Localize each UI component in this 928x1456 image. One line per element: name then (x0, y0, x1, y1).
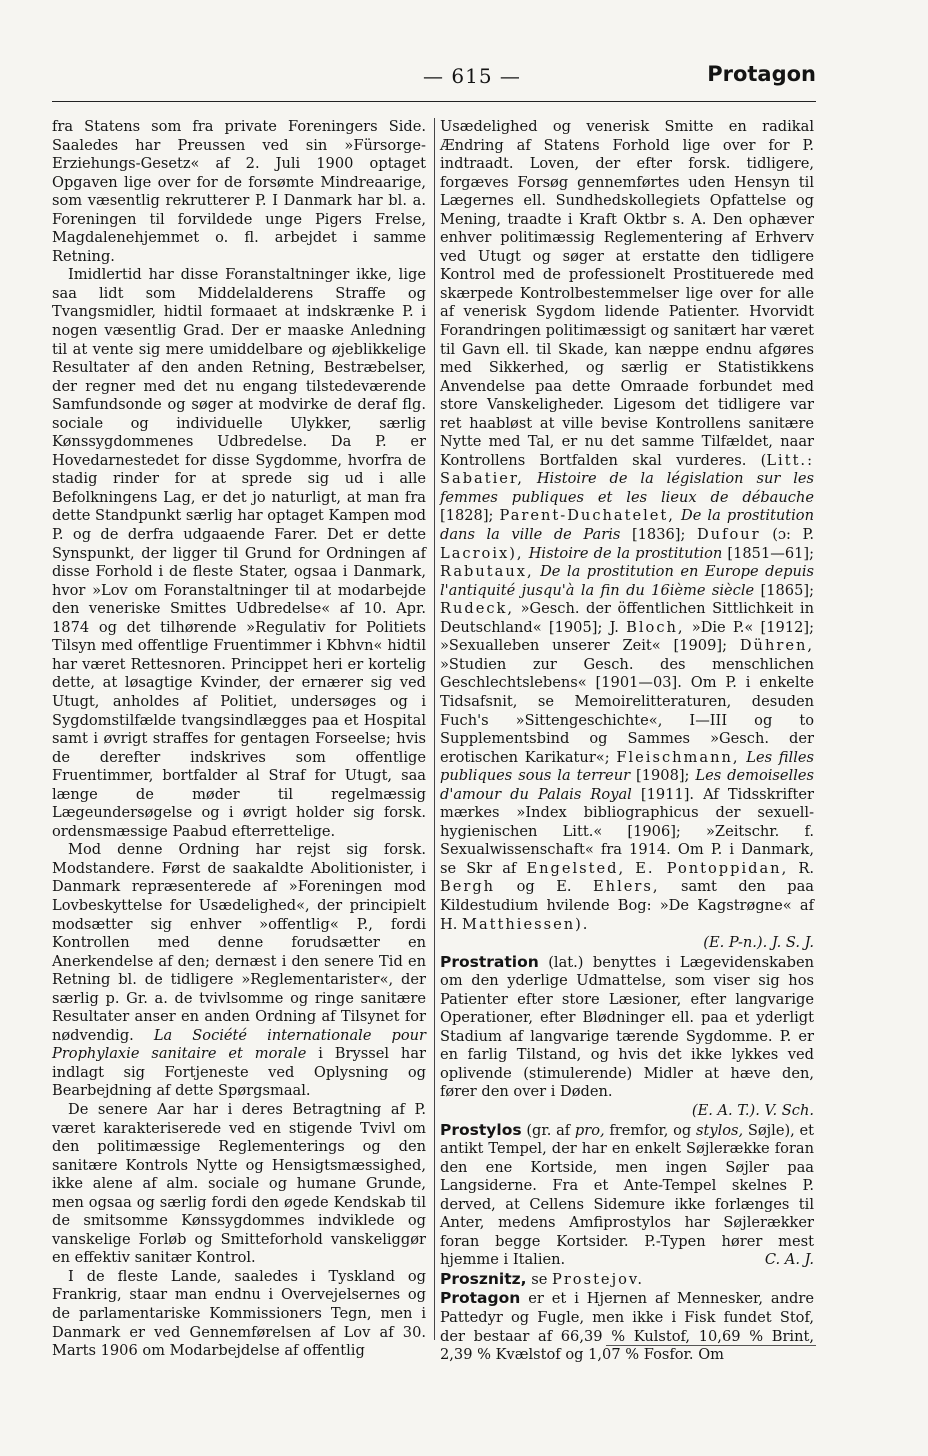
title-rabutaux: De la prostitution en Europe depuis l'antiquité jusqu'à la fin du 16ième siècle (440, 563, 814, 599)
author-bloch: Bloch, (626, 618, 685, 636)
author-matthiessen: Matthiessen). (462, 915, 590, 933)
page-number: — 615 — (423, 64, 521, 88)
ref-duhren: »Studien zur Gesch. des menschlichen Geschlechtslebens« [1901—03]. Om P. i enkelte Tidsafsnit, se Memoirelitteraturen, desuden Fuch's »Sittengeschichte«, I—III og to Supplementsbind og Sammes »Gesch. der erotischen Karikatur«; (440, 655, 814, 766)
author-rudeck: Rudeck, (440, 600, 515, 618)
prostration-text: (lat.) benyttes i Lægevidenskaben om den yderlige Udmattelse, som viser sig hos Patienter efter store Læsioner, efter langvarige Operationer, efter Blødninger ell. paa et yderligt Stadium af langvarige tærende Sygdomme. P. er en farlig Tilstand, og hvis det ikke lykkes ved oplivende (stimulerende) Midler at hæve den, fører den over i Døden. (440, 953, 814, 1101)
paragraph-4: De senere Aar har i deres Betragtning af P. været karakteriserede ved en stigende Tvivl om den politimæssige Reglementerings og den sanitære Kontrols Nytte og Hensigtsmæssighed, ikke alene af alm. sociale og humane Grunde, men ogsaa og særlig fordi den øgede Kendskab til de smitsomme Kønssygdommes indviklede og vanskelige Forløb og Smitteforhold vanskeliggør en effektiv sanitær Kontrol. (52, 1100, 426, 1267)
note-dufour: (ɔ: P. (772, 526, 815, 544)
paragraph-3-society-name: La Société internationale pour Prophylaxie sanitaire et morale (52, 1026, 426, 1063)
ref-rudeck: »Gesch. der öffentlichen Sittlichkeit in Deutschland« [1905]; J. (440, 600, 815, 636)
prostitution-continuation (440, 118, 814, 934)
date-rabutaux: [1865]; (760, 581, 814, 599)
entry-prostration (440, 953, 814, 1102)
entry-protagon (440, 1289, 814, 1364)
date-sabatier: [1828]; (440, 507, 494, 525)
paragraph-3 (52, 841, 426, 1101)
left-column (52, 118, 426, 1361)
ref-periodicals: [1911]. Af Tidsskrifter mærkes »Index bibliographicus der sexuell-hygienischen Litt.« [1906]; »Zeitschr. f. Sexualwissenschaft« fra 1914. Om P. i Danmark, se Skr af (440, 785, 815, 877)
prosznitz-reference: Prostejov. (552, 1270, 645, 1288)
paragraph-3-text-a: Mod denne Ordning har rejst sig forsk. Modstandere. Først de saakaldte Abolitionister, i Danmark repræsenterede af »Foreningen mod Lovbeskyttelse for Usædelighed«, der principielt modsætter sig enhver »offentlig« P., fordi Kontrollen med denne forudsætter en Anerkendelse af den; dernæst i den senere Tid en Retning bl. de tidligere »Reglementarister«, der særlig p. Gr. a. de tvivlsomme og ringe sanitære Resultater anser en anden Ordning af Tilsynet for nødvendig. (52, 841, 426, 1044)
header-rule (52, 101, 816, 102)
author-engelsted: Engelsted, (526, 859, 626, 877)
author-parent-duchatelet: Parent-Duchatelet, (499, 507, 675, 525)
date-parent-duchatelet: [1836]; (631, 526, 686, 544)
protagon-text: er et i Hjernen af Mennesker, andre Pattedyr og Fugle, men ikke i Fisk fundet Stof, der bestaar af 66,39 % Kulstof, 10,69 % Brint, 2,39 % Kvælstof og 1,07 % Fosfor. Om (440, 1290, 814, 1364)
author-bergh: Bergh (440, 878, 496, 896)
prostylos-pro: pro, (574, 1121, 605, 1139)
title-fleischmann-2: Les demoiselles d'amour du Palais Royal (440, 767, 815, 803)
paragraph-5: I de fleste Lande, saaledes i Tyskland og Frankrig, staar man endnu i Overvejelsernes og de parlamentariske Kommissioners Tegn, men i Danmark er ved Gennemførelsen af Lov af 30. Marts 1906 om Modarbejdelse af offentlig (52, 1267, 426, 1360)
entry-prosznitz (440, 1270, 814, 1290)
author-sabatier: Sabatier, (440, 470, 524, 488)
signature-prostylos: C. A. J. (764, 1251, 814, 1269)
headword-protagon: Protagon (440, 1289, 521, 1308)
author-fleischmann: Fleischmann, (616, 748, 740, 766)
bottom-rule (606, 1345, 816, 1346)
signature-prostitution: (E. P-n.). J. S. J. (703, 934, 814, 952)
author-rabutaux: Rabutaux, (440, 563, 534, 581)
prostylos-text-a: (gr. af (526, 1121, 571, 1139)
right-column (440, 118, 814, 1365)
prostylos-text-b: fremfor, og (609, 1121, 692, 1139)
literature-label: Litt.: (766, 451, 814, 469)
prostylos-text-c: Søjle), et antikt Tempel, der har en enkelt Søjlerække foran den ene Kortside, men ingen Søjler paa Langsiderne. Fra et Ante-Tempel skelnes P. derved, at Cellens Sidemure ikke forlænges til Anter, medens Amfiprostylos har Søjlerækker foran begge Kortsider. P.-Typen hører mest hjemme i Italien. (440, 1121, 815, 1269)
author-duhren: Dühren, (739, 637, 815, 655)
ref-kagstrogne: samt den paa Kildestudium hvilende Bog: »De Kagstrøgne« af H. (440, 878, 814, 933)
title-dufour: Histoire de la prostitution (528, 544, 723, 562)
author-lacroix: Lacroix), (440, 544, 524, 562)
date-fleischmann-1: [1908]; (636, 767, 690, 785)
column-separator (434, 118, 435, 1340)
author-pontoppidan: E. Pontoppidan, (635, 859, 789, 877)
continuation-text: Usædelighed og venerisk Smitte en radikal Ændring af Statens Forhold lige over for P. indtraadt. Loven, der efter forsk. tidligere, forgæves Forsøg gennemførtes uden Hensyn til Lægernes ell. Sundhedskollegiets Opfattelse og Mening, traadte i Kraft Oktbr s. A. Den ophæver enhver politimæssig Reglementering af Erhverv ved Utugt og søger at erstatte den tidligere Kontrol med de professionelt Prostituerede med skærpede Kontrolbestemmelser lige over for alle af venerisk Sygdom lidende Patienter. Hvorvidt Forandringen politimæssigt og sanitært har været til Gavn ell. til Skade, kan næppe endnu afgøres med Sikkerhed, og særlig er Statistikkens Anvendelse paa dette Omraade forbundet med store Vanskeligheder. Ligesom det tidligere var ret haabløst at ville bevise Kontrollens sanitære Nytte med Tal, er nu det samme Tilfældet, naar Kontrollens Bortfalden skal vurderes. ( (440, 118, 814, 469)
headword-prostration: Prostration (440, 952, 539, 971)
author-ehlers: Ehlers, (593, 878, 660, 896)
headword-prostylos: Prostylos (440, 1120, 522, 1139)
entry-prostylos (440, 1121, 814, 1270)
paragraph-3-text-b: i Bryssel har indlagt sig Fortjeneste ved Oplysning og Bearbejdning af dette Spørgsmaal. (52, 1045, 426, 1100)
ref-and-e: og E. (516, 878, 572, 896)
running-headword: Protagon (707, 62, 816, 86)
ref-initial-r: R. (798, 859, 814, 877)
paragraph-2: Imidlertid har disse Foranstaltninger ikke, lige saa lidt som Middelalderens Straffe og Tvangsmidler, hidtil formaaet at indskrænke P. i nogen væsentlig Grad. Der er maaske Anledning til at vente sig mere umiddelbare og øjeblikkelige Resultater af den anden Retning, Bestræbelser, der regner med det nu engang tilstedeværende Samfundsonde og søger at modvirke de deraf flg. sociale og individuelle Ulykker, særlig Kønssygdommenes Udbredelse. Da P. er Hovedarnestedet for disse Sygdomme, hvorfra de stadig rinder for at sprede sig ud i alle Befolkningens Lag, er det jo naturligt, at man fra dette Standpunkt særlig har optaget Kampen mod P. og de derfra udgaaende Farer. Det er dette Synspunkt, der ligger til Grund for Ordningen af disse Forhold i de fleste Stater, ogsaa i Danmark, hvor »Lov om Foranstaltninger til at modarbejde den veneriske Smittes Udbredelse« af 10. Apr. 1874 og det tilhørende »Regulativ for Politiets Tilsyn med offentlige Fruentimmer i Kbhvn« hidtil har været Rettesnoren. Princippet heri er kortelig dette, at løsagtige Kvinder, der ernærer sig ved Utugt, anholdes af Politiet, undersøges og i Sygdomstilfælde tvangsindlægges paa et Hospital samt i øvrigt straffes for gentagen Forseelse; hvis de derefter indskrives som offentlige Fruentimmer, bortfalder al Straf for Utugt, saa længe de møder til regelmæssig Lægeundersøgelse og i øvrigt holder sig forsk. ordensmæssige Paabud efterrettelige. (52, 266, 426, 840)
page-header (52, 60, 816, 94)
author-dufour: Dufour (696, 526, 761, 544)
title-sabatier: Histoire de la législation sur les femmes publiques et les lieux de débauche (440, 470, 815, 506)
ref-bloch: »Die P.« [1912]; »Sexualleben unserer Zeit« [1909]; (440, 618, 815, 655)
paragraph-1: fra Statens som fra private Foreningers Side. Saaledes har Preussen ved sin »Fürsorge-Erziehungs-Gesetz« af 2. Juli 1900 optaget Opgaven lige over for de forsømte Mindreaarige, som væsentlig rekrutterer P. I Danmark har bl. a. Foreningen til forvildede unge Pigers Frelse, Magdalenehjemmet o. fl. arbejdet i samme Retning. (52, 118, 426, 265)
prostylos-stylos: stylos, (695, 1121, 744, 1139)
prosznitz-see: se (531, 1270, 548, 1288)
title-fleischmann-1: Les filles publiques sous la terreur (440, 748, 814, 785)
date-dufour: [1851—61]; (727, 544, 815, 562)
title-parent-duchatelet: De la prostitution dans la ville de Paris (440, 507, 814, 544)
signature-prostration: (E. A. T.). V. Sch. (691, 1101, 814, 1119)
headword-prosznitz: Prosznitz, (440, 1269, 527, 1288)
